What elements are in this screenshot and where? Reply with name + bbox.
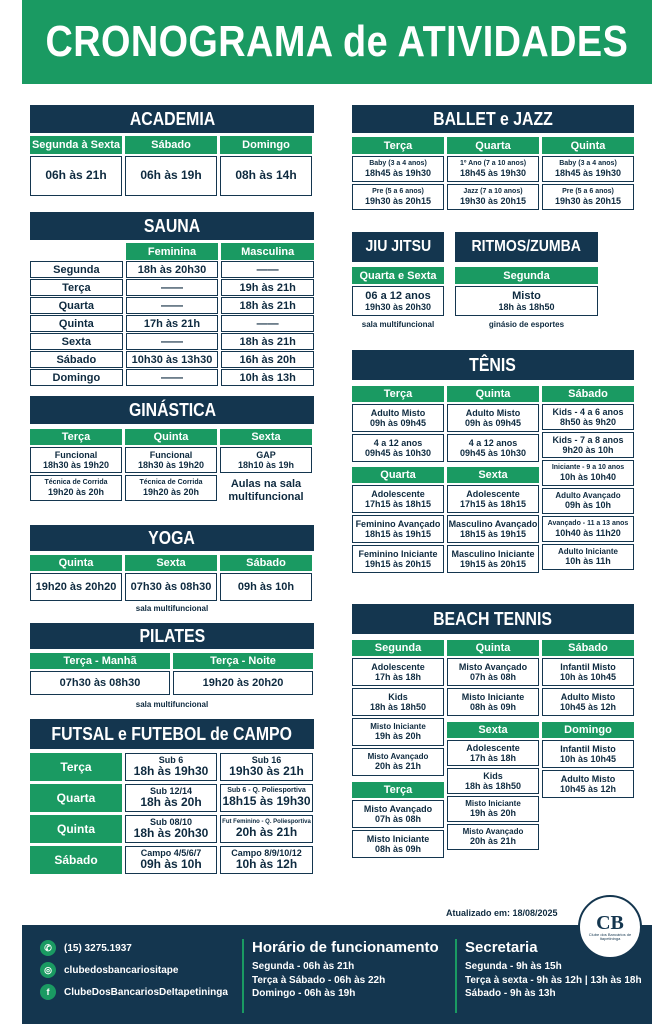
beach-header: Sábado — [542, 640, 634, 656]
tenis-class: 4 a 12 anos 09h45 às 10h30 — [447, 434, 539, 462]
beach-header: Segunda — [352, 640, 444, 656]
sauna-row: Terça —— 19h às 21h — [30, 279, 314, 296]
yoga-section — [30, 525, 314, 613]
futsal-row: Terça Sub 6 18h às 19h30 Sub 16 19h30 às 21h — [30, 753, 314, 781]
sauna-header: Masculina — [221, 243, 314, 260]
tenis-class: Feminino Avançado 18h15 às 19h15 — [352, 515, 444, 543]
sauna-row: Domingo —— 10h às 13h — [30, 369, 314, 386]
futsal-row: Sábado Campo 4/5/6/7 09h às 10h Campo 8/9/10/12 10h às 12h — [30, 846, 314, 874]
ballet-class: 1º Ano (7 a 10 anos) 18h45 às 19h30 — [447, 156, 539, 182]
sauna-header: Feminina — [126, 243, 219, 260]
updated-date: Atualizado em: 18/08/2025 — [446, 908, 558, 918]
tenis-class: Adulto Iniciante 10h às 11h — [542, 544, 634, 570]
beach-class: Misto Iniciante 19h às 20h — [447, 796, 539, 822]
ginastica-note: Aulas na sala multifuncional — [228, 478, 304, 504]
jiu-note: sala multifuncional — [361, 320, 435, 329]
academia-header: Sábado — [125, 136, 217, 154]
ballet-title: BALLET e JAZZ — [352, 105, 634, 133]
ballet-class: Jazz (7 a 10 anos) 19h30 às 20h15 — [447, 184, 539, 210]
tenis-class: Kids - 4 a 6 anos 8h50 às 9h20 — [542, 404, 634, 430]
logo-text: Clube dos Bancários de Itapetininga — [588, 931, 632, 941]
zumba-header: Segunda — [455, 267, 598, 284]
facebook-icon: f — [40, 984, 56, 1000]
beach-class: Adulto Misto 10h45 às 12h — [542, 688, 634, 716]
sauna-row: Quarta —— 18h às 21h — [30, 297, 314, 314]
tenis-title: TÊNIS — [352, 350, 634, 380]
logo-letters: CB — [596, 911, 624, 934]
beach-class: Misto Iniciante 19h às 20h — [352, 718, 444, 746]
facebook-contact[interactable]: f ClubeDosBancariosDeItapetininga — [40, 981, 228, 1003]
beach-class: Misto Iniciante 08h às 09h — [447, 688, 539, 716]
yoga-value: 07h30 às 08h30 — [125, 573, 217, 601]
tenis-class: Adulto Misto 09h às 09h45 — [447, 404, 539, 432]
hours-list: Segunda - 06h às 21h Terça à Sábado - 06h às 22h Domingo - 06h às 19h — [252, 961, 386, 999]
ballet-header: Terça — [352, 137, 444, 154]
beach-title: BEACH TENNIS — [352, 604, 634, 634]
jiu-value: 06 a 12 anos 19h30 às 20h30 — [352, 286, 444, 316]
beach-class: Kids 18h às 18h50 — [447, 768, 539, 794]
ginastica-title: GINÁSTICA — [30, 396, 314, 424]
beach-section — [352, 604, 634, 858]
sauna-row: Quinta 17h às 21h —— — [30, 315, 314, 332]
academia-section — [30, 105, 314, 196]
yoga-header: Quinta — [30, 555, 122, 571]
yoga-header: Sábado — [220, 555, 312, 571]
jiu-section — [352, 232, 444, 329]
beach-class: Adolescente 17h às 18h — [447, 740, 539, 766]
ginastica-class: GAP 18h10 às 19h — [220, 447, 312, 473]
academia-title: ACADEMIA — [30, 105, 314, 133]
sauna-row: Sexta —— 18h às 21h — [30, 333, 314, 350]
ginastica-class: Funcional 18h30 às 19h20 — [30, 447, 122, 473]
yoga-value: 09h às 10h — [220, 573, 312, 601]
sauna-section — [30, 212, 314, 386]
instagram-contact[interactable]: ◎ clubedosbancariositape — [40, 959, 228, 981]
futsal-title: FUTSAL e FUTEBOL de CAMPO — [30, 719, 314, 749]
tenis-class: Adulto Avançado 09h às 10h — [542, 488, 634, 514]
tenis-section — [352, 350, 634, 573]
ginastica-header: Terça — [30, 429, 122, 445]
tenis-class: 4 a 12 anos 09h45 às 10h30 — [352, 434, 444, 462]
phone-contact[interactable]: ✆ (15) 3275.1937 — [40, 937, 228, 959]
tenis-header: Sexta — [447, 467, 539, 483]
sauna-title: SAUNA — [30, 212, 314, 240]
beach-class: Adulto Misto 10h45 às 12h — [542, 770, 634, 798]
jiu-title: JIU JITSU — [352, 232, 444, 262]
page-title: CRONOGRAMA de ATIVIDADES — [45, 17, 629, 66]
tenis-class: Kids - 7 a 8 anos 9h20 às 10h — [542, 432, 634, 458]
beach-header: Domingo — [542, 722, 634, 738]
ginastica-class: Técnica de Corrida 19h20 às 20h — [30, 475, 122, 501]
pilates-header: Terça - Manhã — [30, 653, 170, 669]
academia-header: Segunda à Sexta — [30, 136, 122, 154]
beach-class: Misto Avançado 07h às 08h — [352, 800, 444, 828]
beach-header: Terça — [352, 782, 444, 798]
secretaria-list: Segunda - 9h às 15h Terça à sexta - 9h às 12h | 13h às 18h Sábado - 9h às 13h — [465, 961, 642, 999]
beach-class: Misto Avançado 07h às 08h — [447, 658, 539, 686]
ballet-section — [352, 105, 634, 210]
footer — [22, 925, 652, 1024]
beach-header: Quinta — [447, 640, 539, 656]
ballet-header: Quarta — [447, 137, 539, 154]
ballet-class: Pre (5 a 6 anos) 19h30 às 20h15 — [542, 184, 634, 210]
club-logo — [578, 895, 642, 959]
ballet-header: Quinta — [542, 137, 634, 154]
tenis-header: Terça — [352, 386, 444, 402]
tenis-header: Quarta — [352, 467, 444, 483]
zumba-value: Misto 18h às 18h50 — [455, 286, 598, 316]
yoga-title: YOGA — [30, 525, 314, 551]
yoga-header: Sexta — [125, 555, 217, 571]
beach-class: Kids 18h às 18h50 — [352, 688, 444, 716]
futsal-row: Quarta Sub 12/14 18h às 20h Sub 6 - Q. Poliesportiva 18h15 às 19h30 — [30, 784, 314, 812]
ballet-class: Baby (3 a 4 anos) 18h45 às 19h30 — [352, 156, 444, 182]
secretaria-title: Secretaria — [465, 939, 538, 956]
pilates-title: PILATES — [30, 623, 314, 649]
instagram-icon: ◎ — [40, 962, 56, 978]
zumba-section — [455, 232, 598, 329]
pilates-value: 19h20 às 20h20 — [173, 671, 313, 695]
beach-class: Infantil Misto 10h às 10h45 — [542, 740, 634, 768]
page-header — [22, 0, 652, 84]
yoga-value: 19h20 às 20h20 — [30, 573, 122, 601]
ballet-class: Pre (5 a 6 anos) 19h30 às 20h15 — [352, 184, 444, 210]
tenis-header: Sábado — [542, 386, 634, 402]
tenis-class: Masculino Iniciante 19h15 às 20h15 — [447, 545, 539, 573]
beach-class: Misto Iniciante 08h às 09h — [352, 830, 444, 858]
futsal-section — [30, 719, 314, 874]
yoga-note: sala multifuncional — [135, 604, 209, 613]
academia-value: 06h às 19h — [125, 156, 217, 196]
ginastica-header: Quinta — [125, 429, 217, 445]
academia-header: Domingo — [220, 136, 312, 154]
hours-title: Horário de funcionamento — [252, 939, 439, 956]
sauna-row: Segunda 18h às 20h30 —— — [30, 261, 314, 278]
beach-class: Misto Avançado 20h às 21h — [447, 824, 539, 850]
tenis-class: Iniciante - 9 a 10 anos 10h às 10h40 — [542, 460, 634, 486]
zumba-title: RITMOS/ZUMBA — [455, 232, 598, 262]
pilates-note: sala multifuncional — [135, 700, 209, 709]
beach-header: Sexta — [447, 722, 539, 738]
tenis-class: Feminino Iniciante 19h15 às 20h15 — [352, 545, 444, 573]
ballet-class: Baby (3 a 4 anos) 18h45 às 19h30 — [542, 156, 634, 182]
beach-class: Misto Avançado 20h às 21h — [352, 748, 444, 776]
ginastica-header: Sexta — [220, 429, 312, 445]
tenis-header: Quinta — [447, 386, 539, 402]
tenis-class: Masculino Avançado 18h15 às 19h15 — [447, 515, 539, 543]
ginastica-class: Técnica de Corrida 19h20 às 20h — [125, 475, 217, 501]
whatsapp-icon: ✆ — [40, 940, 56, 956]
sauna-row: Sábado 10h30 às 13h30 16h às 20h — [30, 351, 314, 368]
pilates-header: Terça - Noite — [173, 653, 313, 669]
ginastica-section — [30, 396, 314, 504]
academia-value: 08h às 14h — [220, 156, 312, 196]
tenis-class: Adolescente 17h15 às 18h15 — [352, 485, 444, 513]
pilates-value: 07h30 às 08h30 — [30, 671, 170, 695]
beach-class: Infantil Misto 10h às 10h45 — [542, 658, 634, 686]
pilates-section — [30, 623, 314, 709]
zumba-note: ginásio de esportes — [488, 320, 565, 329]
tenis-class: Avançado - 11 a 13 anos 10h40 às 11h20 — [542, 516, 634, 542]
futsal-row: Quinta Sub 08/10 18h às 20h30 Fut Feminino - Q. Poliesportiva 20h às 21h — [30, 815, 314, 843]
tenis-class: Adulto Misto 09h às 09h45 — [352, 404, 444, 432]
beach-class: Adolescente 17h às 18h — [352, 658, 444, 686]
academia-value: 06h às 21h — [30, 156, 122, 196]
jiu-header: Quarta e Sexta — [352, 267, 444, 284]
ginastica-class: Funcional 18h30 às 19h20 — [125, 447, 217, 473]
tenis-class: Adolescente 17h15 às 18h15 — [447, 485, 539, 513]
